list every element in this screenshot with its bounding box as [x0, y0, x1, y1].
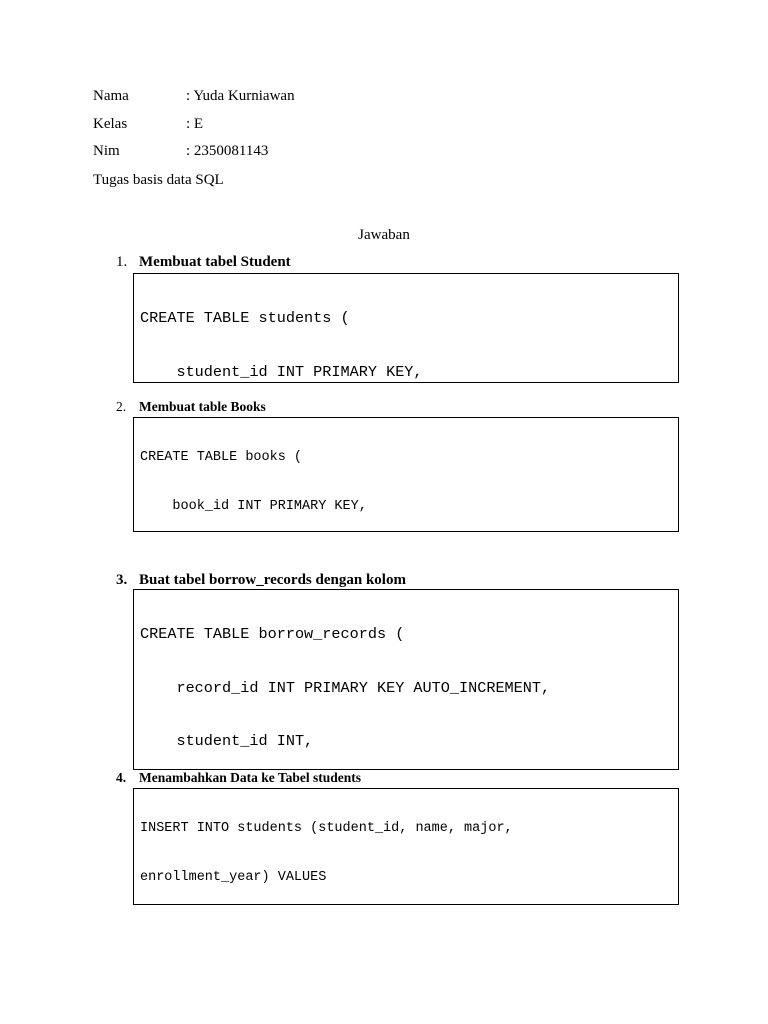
class-label: Kelas — [93, 116, 128, 132]
item-3-heading — [116, 571, 406, 589]
item-4-heading — [116, 770, 361, 786]
item-2-heading — [116, 399, 266, 415]
student-id-row — [93, 142, 268, 160]
item-3-code-block — [133, 589, 679, 770]
code-line: enrollment_year) VALUES — [140, 870, 327, 886]
assignment-subject: Tugas basis data SQL — [93, 172, 224, 188]
item-2-title: Membuat table Books — [139, 399, 266, 414]
class-row — [93, 115, 203, 133]
item-3-number: 3. — [116, 572, 128, 588]
code-line: INSERT INTO students (student_id, name, major, — [140, 821, 513, 837]
student-id-value: : 2350081143 — [186, 143, 269, 159]
item-4-title: Menambahkan Data ke Tabel students — [139, 770, 362, 785]
item-4-number: 4. — [116, 770, 127, 785]
code-line: CREATE TABLE students ( — [140, 308, 350, 327]
code-line: CREATE TABLE borrow_records ( — [140, 624, 405, 643]
student-id-label: Nim — [93, 143, 120, 159]
item-1-number: 1. — [116, 254, 128, 270]
item-3-title: Buat tabel borrow_records dengan kolom — [139, 572, 406, 588]
item-4-code-block — [133, 788, 679, 905]
item-2-code-block — [133, 417, 679, 532]
code-line: student_id INT, — [140, 732, 314, 751]
item-1-code-block — [133, 273, 679, 383]
class-value: : E — [186, 116, 204, 132]
item-1-heading — [116, 253, 291, 271]
item-2-number: 2. — [116, 399, 127, 414]
student-name-row — [93, 87, 295, 105]
code-line: student_id INT PRIMARY KEY, — [140, 362, 423, 381]
answer-title: Jawaban — [358, 227, 410, 243]
item-1-title: Membuat tabel Student — [139, 254, 291, 270]
name-value: : Yuda Kurniawan — [186, 88, 295, 104]
code-line: book_id INT PRIMARY KEY, — [140, 499, 367, 515]
code-line: record_id INT PRIMARY KEY AUTO_INCREMENT, — [140, 678, 551, 697]
name-label: Nama — [93, 88, 129, 104]
code-line: CREATE TABLE books ( — [140, 450, 303, 466]
